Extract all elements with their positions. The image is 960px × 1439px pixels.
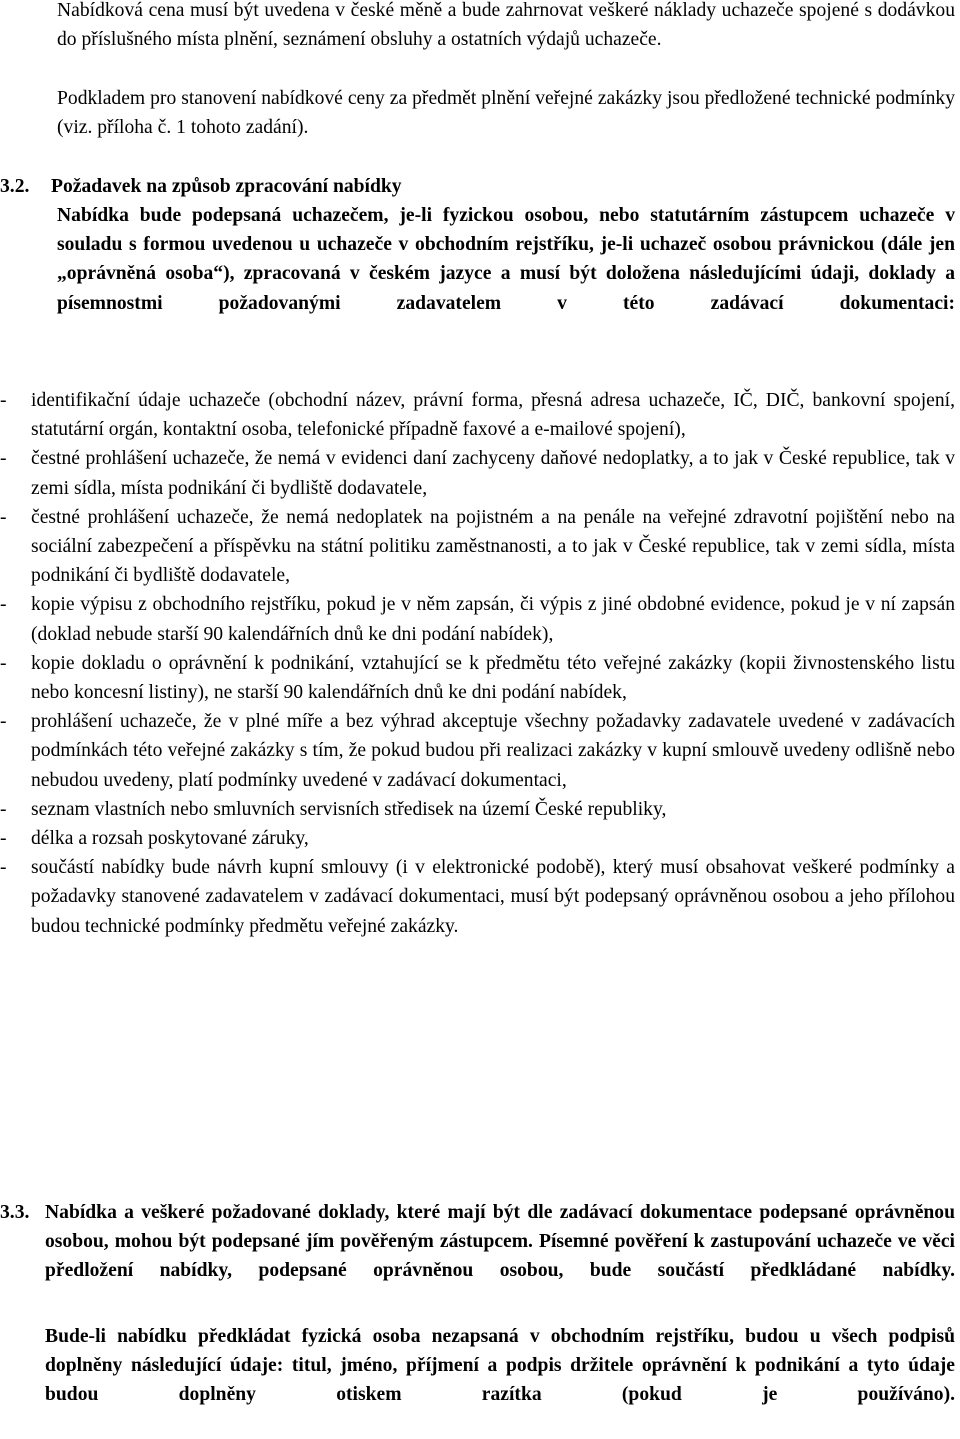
list-dash: - — [0, 828, 7, 850]
list-item: - kopie výpisu z obchodního rejstříku, pokud je v něm zapsán, či výpis z jiné obdobné evidence, pokud je v ní zapsán (doklad nebude starší 90 kalendářních dnů ke dni podání nabídek), — [0, 590, 955, 648]
section-number-3-3: 3.3. — [0, 1202, 30, 1223]
intro-paragraph-price: Nabídková cena musí být uvedena v české měně a bude zahrnovat veškeré náklady uchazeče spojené s dodávkou do příslušného místa plnění, seznámení obsluhy a ostatních výdajů uchazeče. — [57, 0, 955, 51]
requirements-list — [0, 386, 960, 941]
intro-paragraph-basis: Podkladem pro stanovení nabídkové ceny za předmět plnění veřejné zakázky jsou předložené technické podmínky (viz. příloha č. 1 tohoto zadání). — [57, 88, 955, 139]
list-item: - délka a rozsah poskytované záruky, — [0, 824, 955, 853]
section-heading-3-2: Požadavek na způsob zpracování nabídky — [51, 176, 402, 197]
section-number-3-2: 3.2. — [0, 176, 30, 197]
list-item: - prohlášení uchazeče, že v plné míře a bez výhrad akceptuje všechny požadavky zadavatele uvedené v zadávacích podmínkách této veřejné zakázky s tím, že pokud budou při realizaci zakázky v kupní smlouvě uvedeny odlišně nebo nebudou uvedeny, platí podmínky uvedené v zadávací dokumentaci, — [0, 707, 955, 795]
section-3-3-paragraph-2: Bude-li nabídku předkládat fyzická osoba nezapsaná v obchodním rejstříku, budou u všech podpisů doplněny následující údaje: titul, jméno, příjmení a podpis držitele oprávnění k podnikání a tyto údaje budou doplněny otiskem razítka (pokud je používáno). — [45, 1326, 955, 1406]
list-dash: - — [0, 857, 7, 879]
list-dash: - — [0, 390, 7, 411]
section-3-2-body: Nabídka bude podepsaná uchazečem, je-li fyzickou osobou, nebo statutárním zástupcem uchazeče v souladu s formou uvedenou u uchazeče v obchodním rejstříku, je-li uchazeč osobou právnickou (dále jen „oprávněná osoba“), zpracovaná v českém jazyce a musí být doložena následujícími údaji, doklady a písemnostmi požadovanými zadavatelem v této zadávací dokumentaci: — [57, 205, 955, 314]
list-item: - kopie dokladu o oprávnění k podnikání, vztahující se k předmětu této veřejné zakázky (kopii živnostenského listu nebo koncesní listiny), ne starší 90 kalendářních dnů ke dni podání nabídek, — [0, 649, 955, 707]
list-item: - čestné prohlášení uchazeče, že nemá nedoplatek na pojistném a na penále na veřejné zdravotní pojištění nebo na sociální zabezpečení a příspěvku na státní politiku zaměstnanosti, a to jak v České republice, tak v zemi sídla, místa podnikání či bydliště dodavatele, — [0, 503, 955, 591]
list-item: - identifikační údaje uchazeče (obchodní název, právní forma, přesná adresa uchazeče, IČ, DIČ, bankovní spojení, statutární orgán, kontaktní osoba, telefonické případně faxové a e-mailové spojení), — [0, 386, 955, 444]
list-dash: - — [0, 798, 7, 820]
list-dash: - — [0, 594, 7, 616]
list-item: - čestné prohlášení uchazeče, že nemá v evidenci daní zachyceny daňové nedoplatky, a to jak v České republice, tak v zemi sídla, místa podnikání či bydliště dodavatele, — [0, 444, 955, 502]
list-item: - součástí nabídky bude návrh kupní smlouvy (i v elektronické podobě), který musí obsahovat veškeré podmínky a požadavky stanovené zadavatelem v zadávací dokumentaci, musí být podepsaný oprávněnou osobou a jeho přílohou budou technické podmínky předmětu veřejné zakázky. — [0, 853, 955, 941]
list-dash: - — [0, 448, 7, 470]
list-dash: - — [0, 711, 7, 733]
list-dash: - — [0, 652, 7, 674]
section-3-3-paragraph-1: Nabídka a veškeré požadované doklady, které mají být dle zadávací dokumentace podepsané oprávněnou osobou, mohou být podepsané jím pověřeným zástupcem. Písemné pověření k zastupování uchazeče ve věci předložení nabídky, podepsané oprávněnou osobou, bude součástí předkládané nabídky. — [45, 1202, 955, 1282]
list-item: - seznam vlastních nebo smluvních servisních středisek na území České republiky, — [0, 795, 955, 824]
list-dash: - — [0, 506, 7, 528]
